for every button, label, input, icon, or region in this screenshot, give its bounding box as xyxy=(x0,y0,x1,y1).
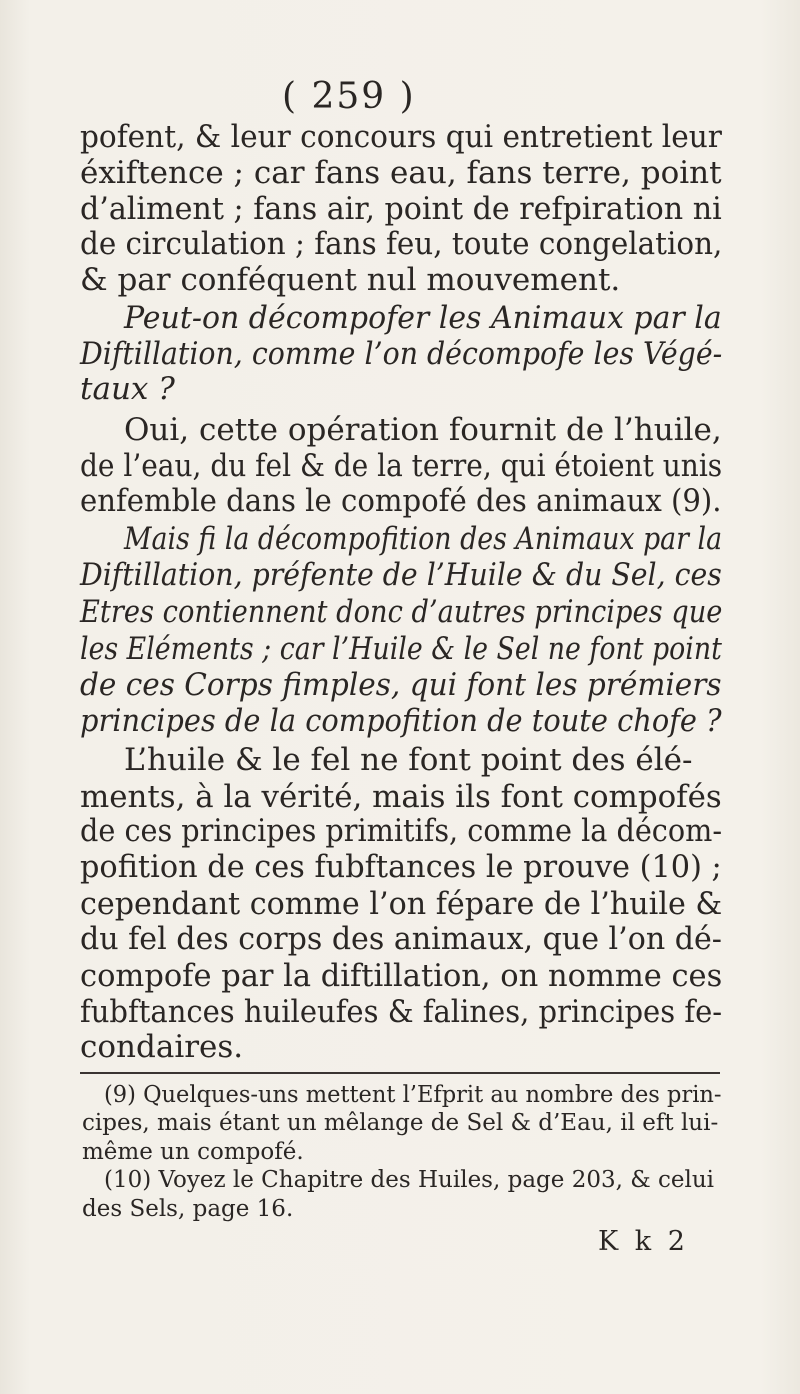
text-line: pofition de ces fubftances le prouve (10) ; xyxy=(80,849,722,885)
text-line: d’aliment ; fans air, point de refpiration ni xyxy=(80,191,722,227)
text-line: fubftances huileufes & falines, principes fe- xyxy=(80,994,723,1030)
text-line: principes de la compofition de toute chofe ? xyxy=(80,703,722,739)
text-line: & par conféquent nul mouvement. xyxy=(80,262,621,298)
text-line: du fel des corps des animaux, que l’on dé- xyxy=(80,921,722,957)
footnote-line: (9) Quelques-uns mettent l’Efprit au nombre des prin- xyxy=(104,1082,722,1108)
text-line: condaires. xyxy=(80,1029,244,1065)
text-line: de ces Corps fimples, qui font les prémiers xyxy=(80,667,722,703)
text-line: de ces principes primitifs, comme la décom- xyxy=(80,813,723,849)
text-line: pofent, & leur concours qui entretient leur xyxy=(80,119,722,155)
text-line: L’huile & le fel ne font point des élé- xyxy=(124,742,693,778)
footnote-rule xyxy=(80,1072,720,1074)
footnote-line: cipes, mais étant un mêlange de Sel & d’Eau, il eft lui- xyxy=(82,1110,719,1136)
text-line: de circulation ; fans feu, toute congelation, xyxy=(80,226,723,262)
text-line: Etres contiennent donc d’autres principes que xyxy=(80,594,723,630)
text-line: Peut-on décompofer les Animaux par la xyxy=(124,300,722,336)
footnote-line: (10) Voyez le Chapitre des Huiles, page 203, & celui xyxy=(104,1167,715,1193)
text-line: enfemble dans le compofé des animaux (9). xyxy=(80,483,722,519)
text-line: éxiftence ; car fans eau, fans terre, point xyxy=(80,155,722,191)
text-line: Diftillation, comme l’on décompofe les Végé- xyxy=(80,336,723,372)
text-line: Diftillation, préfente de l’Huile & du Sel, ces xyxy=(80,557,722,593)
footnote-line: même un compofé. xyxy=(82,1139,304,1165)
footnote-line: des Sels, page 16. xyxy=(82,1196,294,1222)
signature-mark: K k 2 xyxy=(598,1226,689,1257)
text-line: de l’eau, du fel & de la terre, qui étoient unis xyxy=(80,448,723,484)
text-line: les Eléments ; car l’Huile & le Sel ne font point xyxy=(80,631,722,667)
text-line: taux ? xyxy=(80,371,175,407)
text-line: Mais fi la décompofition des Animaux par la xyxy=(124,521,723,557)
text-line: compofe par la diftillation, on nomme ces xyxy=(80,958,723,994)
text-line: Oui, cette opération fournit de l’huile, xyxy=(124,412,722,448)
text-line: ments, à la vérité, mais ils font compofés xyxy=(80,779,722,815)
page-number: ( 259 ) xyxy=(282,76,416,117)
text-line: cependant comme l’on fépare de l’huile & xyxy=(80,886,723,922)
